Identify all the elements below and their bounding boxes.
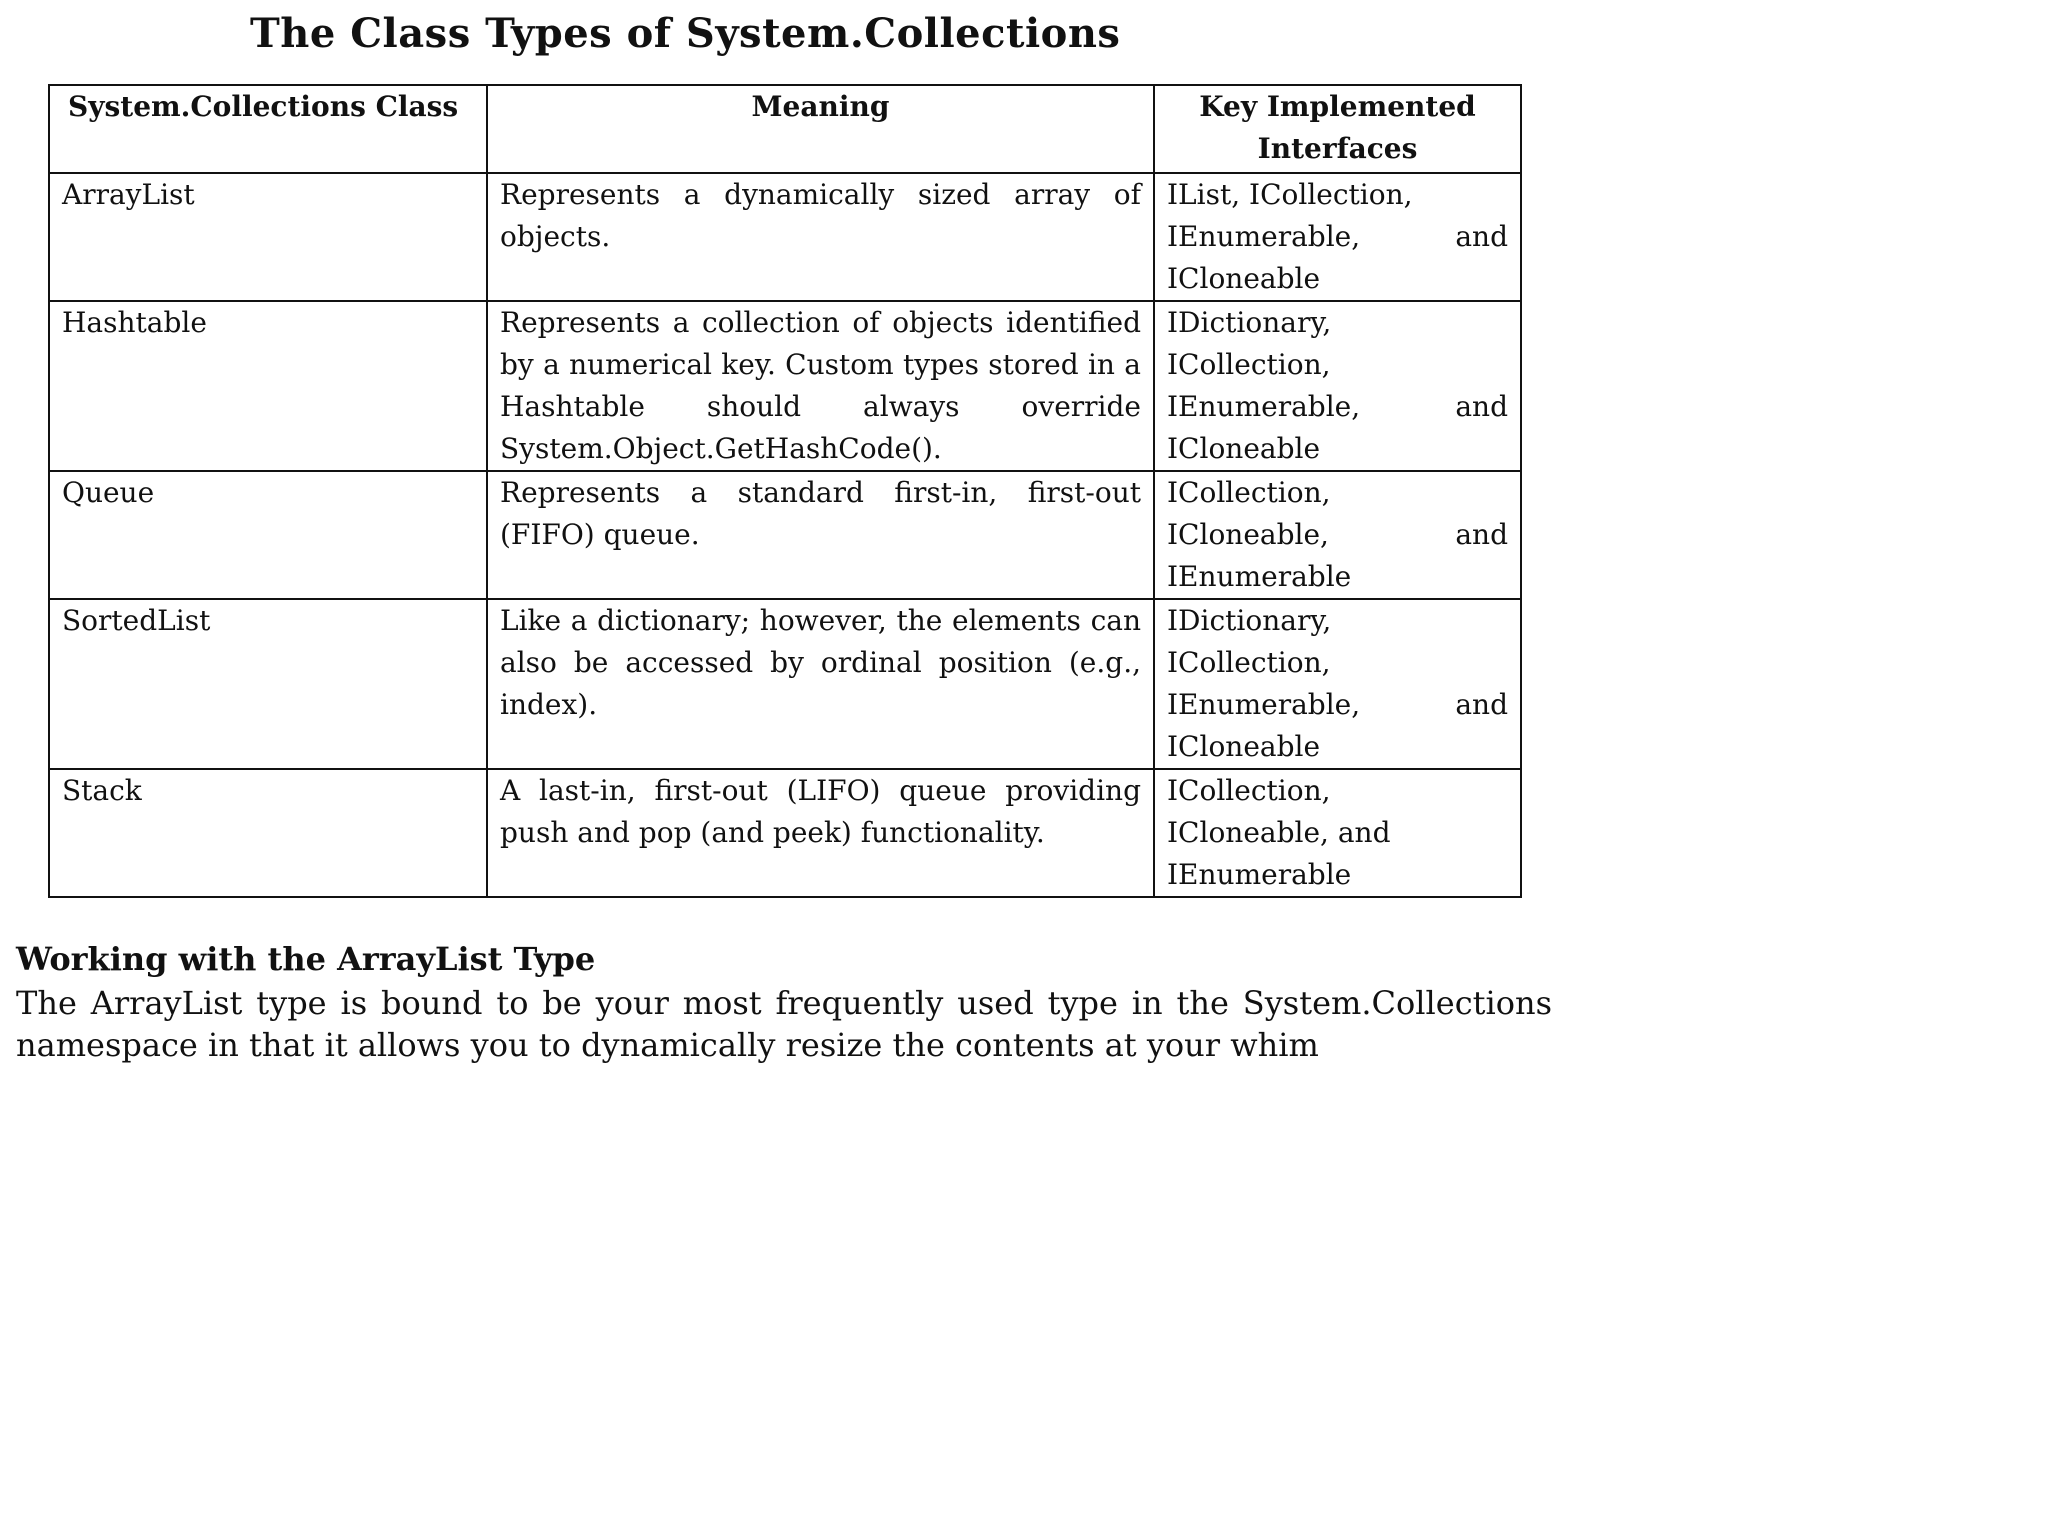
- cell-class-name: ArrayList: [49, 173, 487, 301]
- interface-name: ICloneable,: [1167, 518, 1329, 551]
- cell-meaning: A last-in, first-out (LIFO) queue providing push and pop (and peek) functionality.: [487, 769, 1154, 897]
- table-row: [49, 471, 1521, 599]
- table-row: [49, 301, 1521, 471]
- cell-meaning: Represents a dynamically sized array of objects.: [487, 173, 1154, 301]
- cell-class-name: SortedList: [49, 599, 487, 769]
- interface-name: IEnumerable,: [1167, 688, 1361, 721]
- table-row: [49, 173, 1521, 301]
- interface-line: ICollection,: [1167, 476, 1331, 509]
- table-row: [49, 599, 1521, 769]
- interface-line: [1167, 514, 1508, 556]
- cell-interfaces: [1154, 769, 1521, 897]
- interface-conjunction: and: [1455, 220, 1508, 253]
- interface-name: IEnumerable,: [1167, 220, 1361, 253]
- interface-line: IEnumerable: [1167, 560, 1352, 593]
- header-interfaces-line1: Key Implemented: [1199, 90, 1476, 123]
- interface-line: [1167, 216, 1508, 258]
- header-meaning: Meaning: [487, 85, 1154, 173]
- collections-table: [48, 84, 1522, 898]
- cell-meaning: Represents a standard first-in, first-out (FIFO) queue.: [487, 471, 1154, 599]
- interface-line: [1167, 386, 1508, 428]
- cell-interfaces: [1154, 471, 1521, 599]
- interface-line: [1167, 684, 1508, 726]
- interface-line: ICloneable: [1167, 432, 1321, 465]
- cell-class-name: Queue: [49, 471, 487, 599]
- cell-meaning: Represents a collection of objects identified by a numerical key. Custom types stored in a Hashtable should always override System.Object.GetHashCode().: [487, 301, 1154, 471]
- interface-line: ICloneable, and: [1167, 816, 1391, 849]
- interface-line: ICloneable: [1167, 730, 1321, 763]
- cell-interfaces: [1154, 173, 1521, 301]
- section-heading: Working with the ArrayList Type: [16, 940, 596, 978]
- cell-class-name: Stack: [49, 769, 487, 897]
- interface-line: ICollection,: [1167, 646, 1331, 679]
- body-paragraph: The ArrayList type is bound to be your most frequently used type in the System.Collections namespace in that it allows you to dynamically resize the contents at your whim: [16, 984, 1552, 1064]
- interface-line: IList, ICollection,: [1167, 178, 1413, 211]
- cell-interfaces: [1154, 599, 1521, 769]
- header-interfaces: [1154, 85, 1521, 173]
- cell-class-name: Hashtable: [49, 301, 487, 471]
- cell-interfaces: [1154, 301, 1521, 471]
- interface-line: IEnumerable: [1167, 858, 1352, 891]
- interface-conjunction: and: [1455, 518, 1508, 551]
- interface-line: IDictionary,: [1167, 306, 1332, 339]
- cell-meaning: Like a dictionary; however, the elements can also be accessed by ordinal position (e.g., index).: [487, 599, 1154, 769]
- table-header-row: [49, 85, 1521, 173]
- table-row: [49, 769, 1521, 897]
- table-body: [49, 173, 1521, 897]
- interface-line: ICloneable: [1167, 262, 1321, 295]
- header-class: System.Collections Class: [49, 85, 487, 173]
- interface-conjunction: and: [1455, 390, 1508, 423]
- page-title: The Class Types of System.Collections: [250, 10, 1121, 57]
- interface-line: IDictionary,: [1167, 604, 1332, 637]
- header-interfaces-line2: Interfaces: [1257, 132, 1418, 165]
- interface-line: ICollection,: [1167, 774, 1331, 807]
- interface-name: IEnumerable,: [1167, 390, 1361, 423]
- interface-conjunction: and: [1455, 688, 1508, 721]
- interface-line: ICollection,: [1167, 348, 1331, 381]
